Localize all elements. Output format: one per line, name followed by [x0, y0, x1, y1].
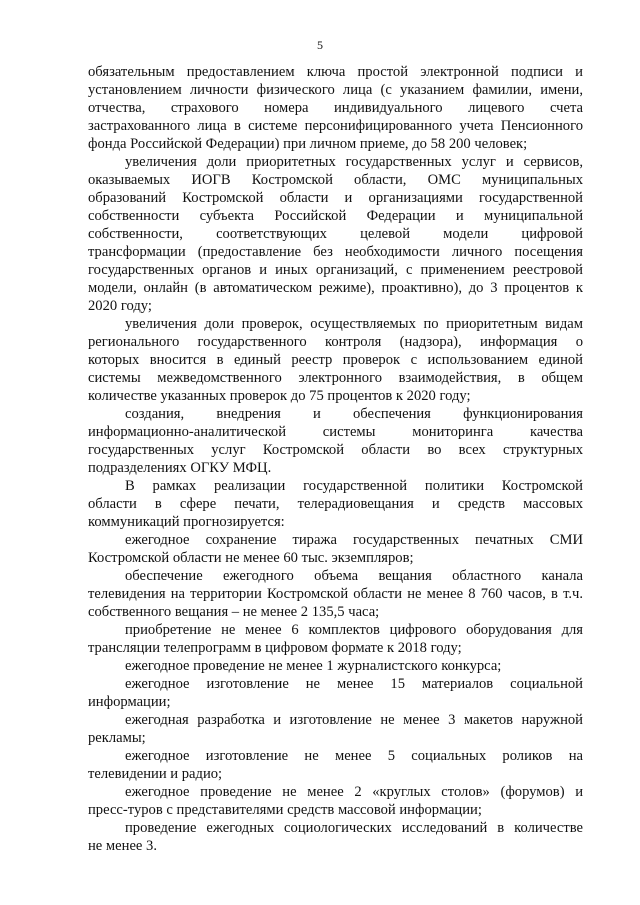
text-line: ежегодное изготовление не менее 15 материалов социальной	[125, 676, 583, 692]
text-line: ежегодное проведение не менее 1 журналистского конкурса;	[125, 658, 502, 674]
text-line: ежегодное проведение не менее 2 «круглых столов» (форумов) и	[125, 784, 583, 800]
text-line: телевидения на территории Костромской области не менее 8 760 часов, в т.ч.	[88, 586, 583, 602]
text-line: регионального государственного контроля (надзора), информация о	[88, 334, 583, 350]
text-line: 2020 году;	[88, 298, 152, 314]
text-line: количестве указанных проверок до 75 процентов к 2020 году;	[88, 388, 471, 404]
text-line: увеличения доли проверок, осуществляемых по приоритетным видам	[125, 316, 583, 332]
text-line: не менее 3.	[88, 838, 158, 854]
text-line: пресс-туров с представителями средств массовой информации;	[88, 802, 482, 818]
text-line: системы межведомственного электронного взаимодействия, в общем	[88, 370, 583, 386]
text-line: обеспечение ежегодного объема вещания областного канала	[125, 568, 583, 584]
text-line: фонда Российской Федерации) при личном приеме, до 58 200 человек;	[88, 136, 528, 152]
text-line: трансформации (предоставление без необходимости личного посещения	[88, 244, 583, 260]
text-line: трансляции телепрограмм в цифровом формате к 2018 году;	[88, 640, 462, 656]
text-line: ежегодная разработка и изготовление не менее 3 макетов наружной	[125, 712, 583, 728]
text-line: собственного вещания – не менее 2 135,5 часа;	[88, 604, 380, 620]
text-line: оказываемых ИОГВ Костромской области, ОМС муниципальных	[88, 172, 583, 188]
text-line: Костромской области не менее 60 тыс. экземпляров;	[88, 550, 414, 566]
text-line: В рамках реализации государственной политики Костромской	[125, 478, 583, 494]
text-line: приобретение не менее 6 комплектов цифрового оборудования для	[125, 622, 583, 638]
text-line: собственности субъекта Российской Федерации и муниципальной	[88, 208, 583, 224]
text-line: собственности, соответствующих целевой модели цифровой	[88, 226, 583, 242]
text-line: проведение ежегодных социологических исследований в количестве	[125, 820, 583, 836]
text-line: создания, внедрения и обеспечения функционирования	[125, 406, 583, 422]
text-line: государственных услуг Костромской области во всех структурных	[88, 442, 583, 458]
text-line: информации;	[88, 694, 171, 710]
document-body	[88, 63, 583, 855]
text-line: которых вносится в единый реестр проверок с использованием единой	[88, 352, 583, 368]
text-line: установлением личности физического лица (с указанием фамилии, имени,	[88, 82, 583, 98]
text-line: модели, онлайн (в автоматическом режиме), проактивно), до 3 процентов к	[88, 280, 583, 296]
text-line: коммуникаций прогнозируется:	[88, 514, 285, 530]
text-line: ежегодное сохранение тиража государственных печатных СМИ	[125, 532, 583, 548]
text-line: телевидении и радио;	[88, 766, 223, 782]
page-number: 5	[317, 38, 323, 52]
text-line: увеличения доли приоритетных государственных услуг и сервисов,	[125, 154, 583, 170]
text-line: застрахованного лица в системе персонифицированного учета Пенсионного	[88, 118, 583, 134]
text-line: информационно-аналитической системы мониторинга качества	[88, 424, 583, 440]
text-line: ежегодное изготовление не менее 5 социальных роликов на	[125, 748, 583, 764]
text-line: государственных органов и иных организаций, с применением реестровой	[88, 262, 583, 278]
text-line: рекламы;	[88, 730, 146, 746]
text-line: образований Костромской области и организациями государственной	[88, 190, 583, 206]
text-line: обязательным предоставлением ключа простой электронной подписи и	[88, 64, 583, 80]
text-line: отчества, страхового номера индивидуального лицевого счета	[88, 100, 583, 116]
text-line: области в сфере печати, телерадиовещания и средств массовых	[88, 496, 583, 512]
text-line: подразделениях ОГКУ МФЦ.	[88, 460, 272, 476]
